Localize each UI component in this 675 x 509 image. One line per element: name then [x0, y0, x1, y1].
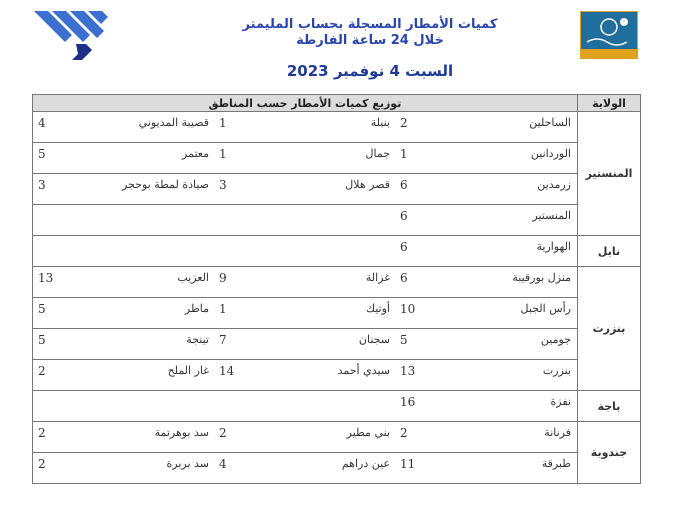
rainfall-value: 3 — [219, 178, 227, 192]
station-entry — [215, 267, 396, 285]
governorate-cell: بنزرت — [578, 267, 641, 391]
station-entry — [396, 143, 577, 161]
station-name: الوردانين — [530, 147, 571, 160]
rainfall-value: 1 — [219, 302, 227, 316]
station-entry — [215, 143, 396, 161]
station-entry — [34, 205, 215, 209]
station-name: رأس الجبل — [520, 302, 571, 315]
station-entry — [396, 422, 577, 440]
rainfall-value: 16 — [400, 395, 416, 409]
stripes-logo — [30, 8, 110, 64]
governorate-cell: باجة — [578, 391, 641, 422]
station-name: بنبلة — [370, 116, 390, 129]
station-entry — [34, 112, 215, 130]
station-entry — [215, 453, 396, 471]
table-row — [33, 360, 641, 391]
station-name: نفزة — [550, 395, 571, 408]
station-entry — [215, 329, 396, 347]
station-entry — [396, 298, 577, 316]
station-entry — [34, 143, 215, 161]
rainfall-table — [32, 94, 641, 484]
stations-cell — [33, 143, 578, 174]
rainfall-value: 11 — [400, 457, 416, 471]
station-entry — [215, 112, 396, 130]
stations-cell — [33, 360, 578, 391]
table-row — [33, 143, 641, 174]
report-period: خلال 24 ساعة الفارطة — [296, 33, 444, 48]
stations-cell — [33, 267, 578, 298]
rainfall-value: 2 — [38, 426, 46, 440]
station-entry — [34, 391, 215, 395]
station-name: أوتيك — [365, 302, 390, 315]
station-entry — [34, 236, 215, 240]
station-name: غزالة — [365, 271, 390, 284]
station-entry — [215, 422, 396, 440]
governorate-cell: نابل — [578, 236, 641, 267]
station-entry — [34, 422, 215, 440]
table-row — [33, 174, 641, 205]
station-name: بني مطير — [346, 426, 390, 439]
station-entry — [396, 112, 577, 130]
station-name: منزل بورقيبة — [512, 271, 571, 284]
station-entry — [34, 174, 215, 192]
station-entry — [396, 174, 577, 192]
table-row — [33, 205, 641, 236]
station-entry — [396, 267, 577, 285]
station-name: قصر هلال — [345, 178, 390, 191]
station-name: جمال — [365, 147, 390, 160]
station-entry — [34, 267, 215, 285]
rainfall-value: 1 — [219, 147, 227, 161]
rainfall-value: 1 — [400, 147, 408, 161]
rainfall-value: 2 — [38, 364, 46, 378]
table-row — [33, 112, 641, 143]
station-name: سجنان — [358, 333, 390, 346]
rainfall-value: 6 — [400, 178, 408, 192]
station-entry — [215, 174, 396, 192]
report-title: كميات الأمطار المسجلة بحساب المليمتر — [242, 17, 498, 32]
rainfall-value: 3 — [38, 178, 46, 192]
station-name: صيادة لمطة بوحجر — [121, 178, 209, 191]
station-entry — [215, 391, 396, 395]
rainfall-value: 7 — [219, 333, 227, 347]
stations-cell — [33, 174, 578, 205]
rainfall-value: 14 — [219, 364, 235, 378]
rainfall-value: 13 — [400, 364, 416, 378]
stations-cell — [33, 112, 578, 143]
station-entry — [215, 205, 396, 209]
station-entry — [396, 205, 577, 223]
station-name: قصيبة المديوني — [138, 116, 209, 129]
station-name: فرنانة — [544, 426, 571, 439]
stations-cell — [33, 453, 578, 484]
rainfall-value: 1 — [219, 116, 227, 130]
station-name: طبرقة — [541, 457, 571, 470]
stations-cell — [33, 236, 578, 267]
governorate-cell: جندوبة — [578, 422, 641, 484]
table-row — [33, 453, 641, 484]
rainfall-value: 6 — [400, 240, 408, 254]
station-entry — [34, 329, 215, 347]
rainfall-value: 13 — [38, 271, 54, 285]
rainfall-value: 2 — [38, 457, 46, 471]
stations-cell — [33, 422, 578, 453]
station-entry — [215, 298, 396, 316]
station-name: غار الملح — [167, 364, 209, 377]
station-name: الساحلين — [529, 116, 571, 129]
station-name: بنزرت — [542, 364, 571, 377]
table-row — [33, 267, 641, 298]
stations-cell — [33, 391, 578, 422]
stations-cell — [33, 205, 578, 236]
distribution-header: توزيع كميات الأمطار حسب المناطق — [33, 95, 578, 112]
station-name: عين دراهم — [341, 457, 390, 470]
governorate-cell: المنستير — [578, 112, 641, 236]
rainfall-value: 9 — [219, 271, 227, 285]
station-name: تينجة — [186, 333, 209, 346]
station-name: المنستير — [532, 209, 571, 222]
table-row — [33, 329, 641, 360]
station-entry — [396, 236, 577, 254]
station-entry — [215, 236, 396, 240]
rainfall-value: 6 — [400, 209, 408, 223]
station-name: سد بربرة — [166, 457, 209, 470]
station-name: سيدي أحمد — [337, 364, 390, 377]
rainfall-value: 5 — [38, 333, 46, 347]
station-entry — [396, 360, 577, 378]
station-name: زرمدين — [537, 178, 571, 191]
rainfall-value: 5 — [38, 302, 46, 316]
report-date: السبت 4 نوفمبر 2023 — [286, 62, 454, 80]
table-row — [33, 391, 641, 422]
station-entry — [34, 453, 215, 471]
station-name: الهوارية — [536, 240, 571, 253]
station-name: ماطر — [184, 302, 209, 315]
station-entry — [396, 329, 577, 347]
station-name: جومين — [540, 333, 571, 346]
station-name: معتمر — [182, 147, 209, 160]
station-entry — [215, 360, 396, 378]
rainfall-value: 5 — [400, 333, 408, 347]
station-name: سد بوهرتمة — [154, 426, 209, 439]
rainfall-value: 4 — [219, 457, 227, 471]
table-row — [33, 422, 641, 453]
stations-cell — [33, 298, 578, 329]
table-row — [33, 298, 641, 329]
governorate-header: الولاية — [578, 95, 641, 112]
rainfall-value: 5 — [38, 147, 46, 161]
rainfall-value: 4 — [38, 116, 46, 130]
rainfall-value: 10 — [400, 302, 416, 316]
station-name: العزيب — [177, 271, 209, 284]
institute-logo — [580, 11, 638, 59]
rainfall-value: 2 — [400, 426, 408, 440]
table-header-row — [33, 95, 641, 112]
table-row — [33, 236, 641, 267]
station-entry — [34, 360, 215, 378]
rainfall-value: 6 — [400, 271, 408, 285]
rainfall-value: 2 — [400, 116, 408, 130]
rainfall-value: 2 — [219, 426, 227, 440]
stations-cell — [33, 329, 578, 360]
station-entry — [396, 391, 577, 409]
station-entry — [396, 453, 577, 471]
station-entry — [34, 298, 215, 316]
